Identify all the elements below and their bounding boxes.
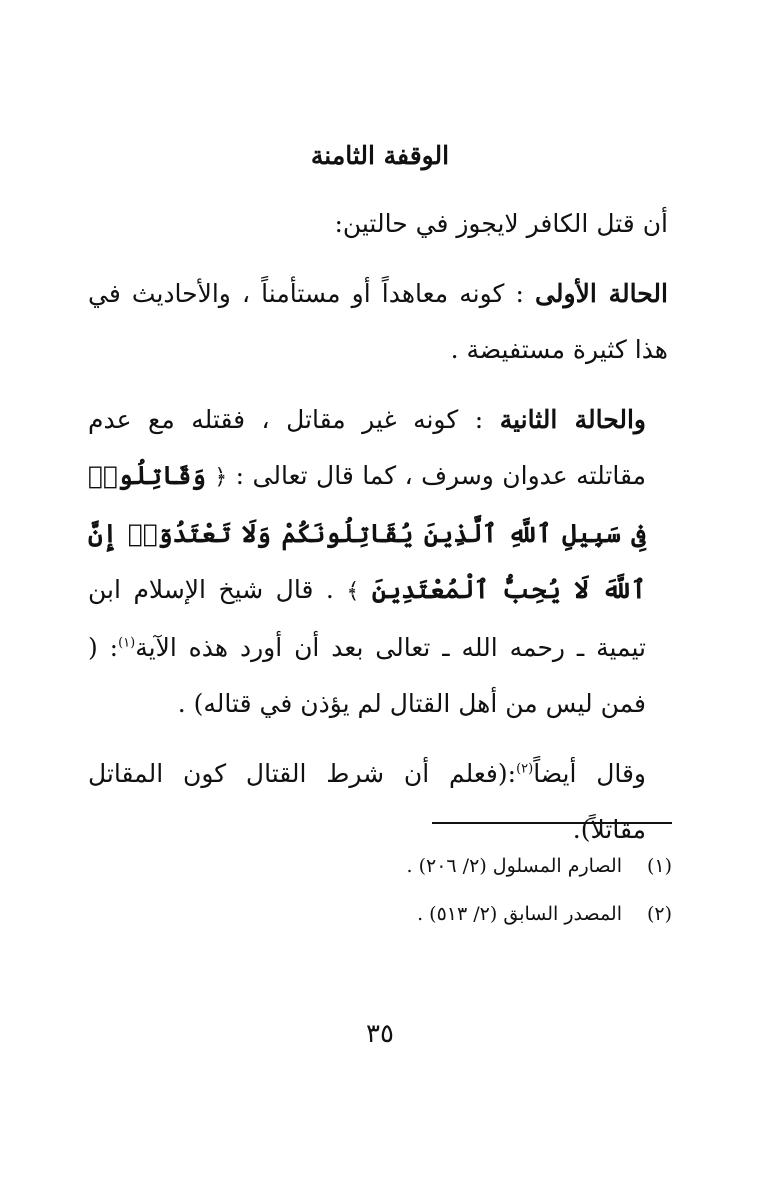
footnotes	[372, 822, 672, 938]
case-two-text: : كونه غير مقاتل ، فقتله مع عدم مقاتلته عدوان وسرف ، كما قال تعالى :	[88, 405, 646, 490]
footnote-1	[372, 842, 672, 890]
page-number: ٣٥	[366, 1019, 394, 1049]
case-two-label: والحالة الثانية	[499, 405, 647, 434]
case-one-text: : كونه معاهداً أو مستأمناً ، والأحاديث في هذا كثيرة مستفيضة .	[88, 279, 668, 364]
also-said: وقال أيضاً	[533, 759, 647, 788]
second-quote: :(فعلم أن شرط القتال كون المقاتل مقاتلاً).	[88, 759, 646, 844]
body-text	[88, 196, 668, 858]
footnote-2	[372, 890, 672, 938]
intro-paragraph: أن قتل الكافر لايجوز في حالتين:	[334, 209, 668, 238]
footnote-ref-2: (٢)	[516, 761, 534, 777]
footnote-ref-1: (١)	[118, 635, 136, 651]
quran-verse: وَقَاتِلُوا۟ فِى سَبِيلِ ٱللَّهِ ٱلَّذِينَ يُقَاتِلُونَكُمْ وَلَا تَعْتَدُوٓا۟ إِنَّ ٱللَّهَ لَا يُحِبُّ ٱلْمُعْتَدِينَ	[88, 461, 647, 604]
footnote-1-text: الصارم المسلول (٢/ ٢٠٦) .	[406, 855, 622, 877]
ayah-open-ornament: ﴿	[214, 465, 228, 490]
case-two-paragraph	[88, 392, 668, 732]
case-one-label: الحالة الأولى	[535, 279, 668, 308]
footnote-1-number: (١)	[646, 855, 672, 877]
footnote-2-number: (٢)	[646, 903, 672, 925]
section-title: الوقفة الثامنة	[310, 141, 450, 170]
case-two-continuation: . قال شيخ الإسلام ابن تيمية ـ رحمه الله ـ تعالى بعد أن أورد هذه الآية	[88, 575, 647, 662]
case-one-paragraph	[88, 266, 668, 378]
footnote-2-text: المصدر السابق (٢/ ٥١٣) .	[417, 903, 622, 925]
ayah-close-ornament: ﴾	[346, 579, 360, 604]
ibn-taymiyyah-quote: : ( فمن ليس من أهل القتال لم يؤذن في قتاله) .	[88, 633, 646, 718]
footnote-divider	[432, 822, 672, 824]
